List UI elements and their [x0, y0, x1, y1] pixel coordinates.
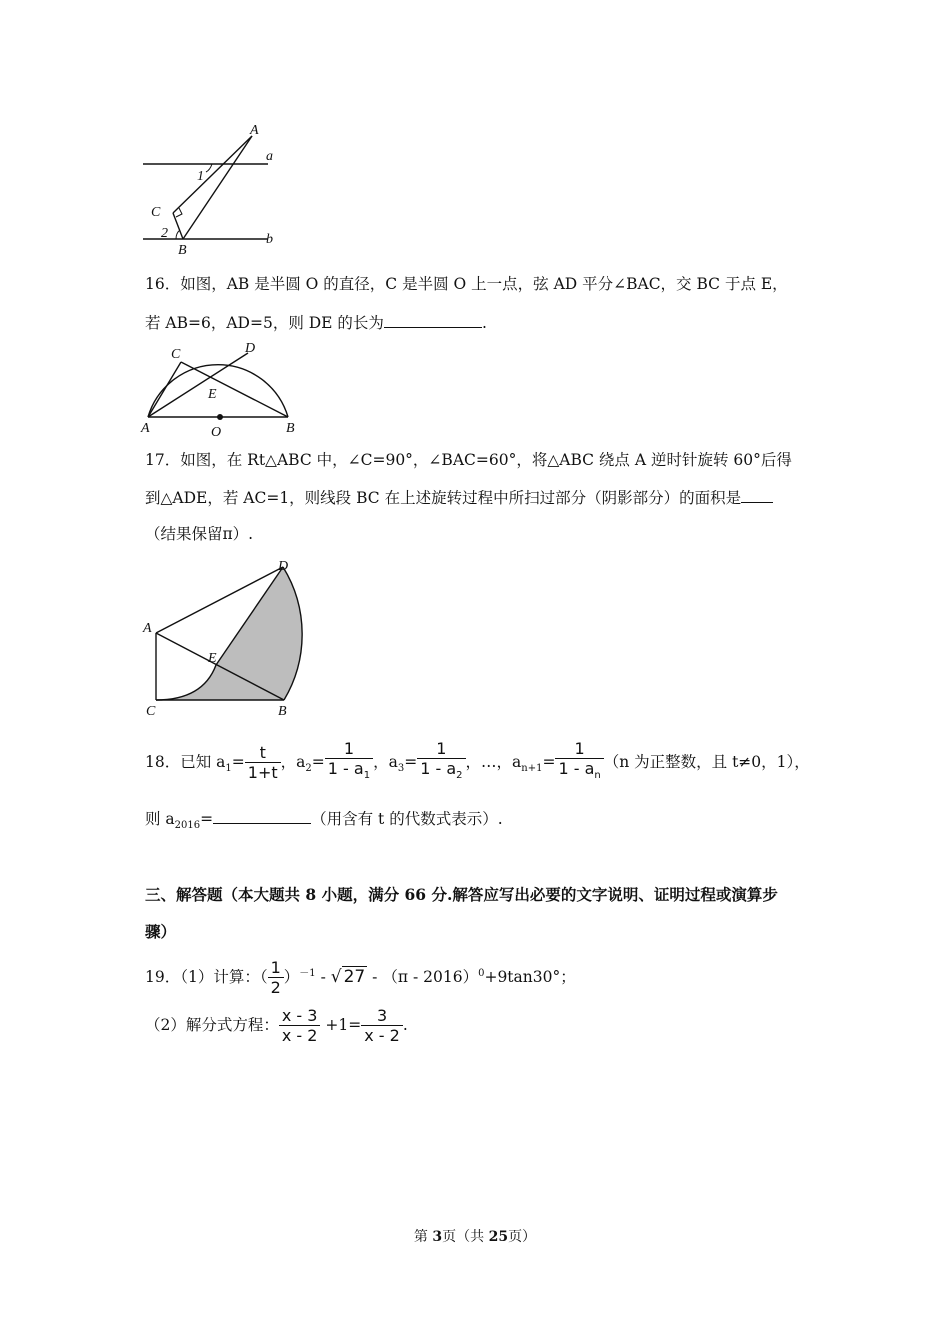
q16-line2-prefix: 若 AB=6，AD=5，则 DE 的长为 — [145, 314, 384, 332]
page-total: 25 — [488, 1229, 509, 1245]
fraction: $\frac{3}{x - 2}$ — [361, 1007, 403, 1046]
q19-part1: 19．（1）计算：（ $\frac{1}{2}$ ）$^{-1}$ - √ 27 - （π - 2016）$^0$+9tan30°； — [145, 952, 576, 999]
segment-AC — [173, 136, 252, 213]
fraction: $\frac{1}{2}$ — [268, 959, 284, 998]
answer-blank — [384, 311, 482, 328]
q17-line2 — [145, 486, 773, 509]
label-C: C — [146, 704, 156, 719]
label-B: B — [286, 421, 295, 436]
fraction: $\frac{x - 3}{x - 2}$ — [279, 1007, 321, 1046]
angle-1-arc — [206, 164, 212, 172]
sqrt: √ 27 — [330, 967, 366, 988]
q16-line2 — [145, 311, 487, 334]
figure-parallel-lines — [140, 120, 290, 260]
label-A: A — [141, 421, 150, 436]
label-C: C — [151, 205, 161, 220]
page-footer: 第 3页（共 25页） — [413, 1229, 537, 1245]
figure-semicircle — [138, 338, 308, 438]
label-E: E — [208, 387, 217, 402]
section-heading-cont: 骤） — [145, 922, 177, 941]
q18-line1: 18．已知 $a_1=$ $\frac{t}{1+t}$ ，$a_2=$ $\frac{1}{1 - a_1}$ ，$a_3=$ $\frac{1}{1 - a_2}$ ，…，$a_{n+1}=$ $\frac{1}{1 - a_n}$ （n 为正整数，且 t≠0，1）， — [145, 740, 810, 791]
q18-line2: 则 $a_{2016}=$ （用含有 t 的代数式表示）. — [145, 807, 503, 837]
label-E: E — [208, 651, 217, 666]
q19-part2: （2）解分式方程： $\frac{x - 3}{x - 2}$ +1= $\frac{3}{x - 2}$ . — [145, 1005, 408, 1045]
q16-line1: 16．如图，AB 是半圆 O 的直径，C 是半圆 O 上一点，弦 AD 平分∠BAC，交 BC 于点 E， — [145, 275, 788, 293]
chord-AD — [148, 353, 248, 417]
label-D: D — [245, 341, 256, 356]
chord-CB — [181, 362, 288, 417]
center-O — [217, 414, 223, 420]
shaded-region — [156, 567, 302, 700]
fraction: $\frac{1}{1 - a_2}$ — [417, 740, 465, 786]
label-1: 1 — [197, 169, 204, 184]
label-a: a — [266, 149, 273, 164]
figure-rotation — [138, 555, 313, 720]
section-heading: 三、解答题（本大题共 8 小题，满分 66 分.解答应写出必要的文字说明、证明过程或演算步 — [145, 885, 778, 904]
answer-blank — [741, 486, 773, 503]
segment-AB — [183, 136, 252, 239]
label-A: A — [143, 621, 152, 636]
label-C: C — [171, 347, 181, 362]
label-D: D — [278, 559, 289, 574]
label-2: 2 — [161, 226, 168, 241]
q17-line2-text: 到△ADE，若 AC=1，则线段 BC 在上述旋转过程中所扫过部分（阴影部分）的面积是 — [145, 489, 742, 507]
label-B: B — [178, 243, 187, 258]
fraction: $\frac{t}{1+t}$ — [245, 744, 281, 783]
chord-AC — [148, 362, 181, 417]
fraction: $\frac{1}{1 - a_n}$ — [555, 740, 603, 786]
answer-blank — [213, 807, 311, 824]
label-B: B — [278, 704, 287, 719]
fraction: $\frac{1}{1 - a_1}$ — [325, 740, 373, 786]
segment-CB — [173, 213, 183, 239]
label-b: b — [266, 232, 273, 247]
label-O: O — [211, 425, 222, 438]
q16-line2-suffix: . — [481, 314, 487, 332]
q17-line3: （结果保留π）. — [145, 525, 254, 543]
q17-line1: 17．如图，在 Rt△ABC 中，∠C=90°，∠BAC=60°，将△ABC 绕点 A 逆时针旋转 60°后得 — [145, 451, 792, 469]
label-A: A — [250, 123, 259, 138]
page-number: 3 — [432, 1229, 443, 1245]
